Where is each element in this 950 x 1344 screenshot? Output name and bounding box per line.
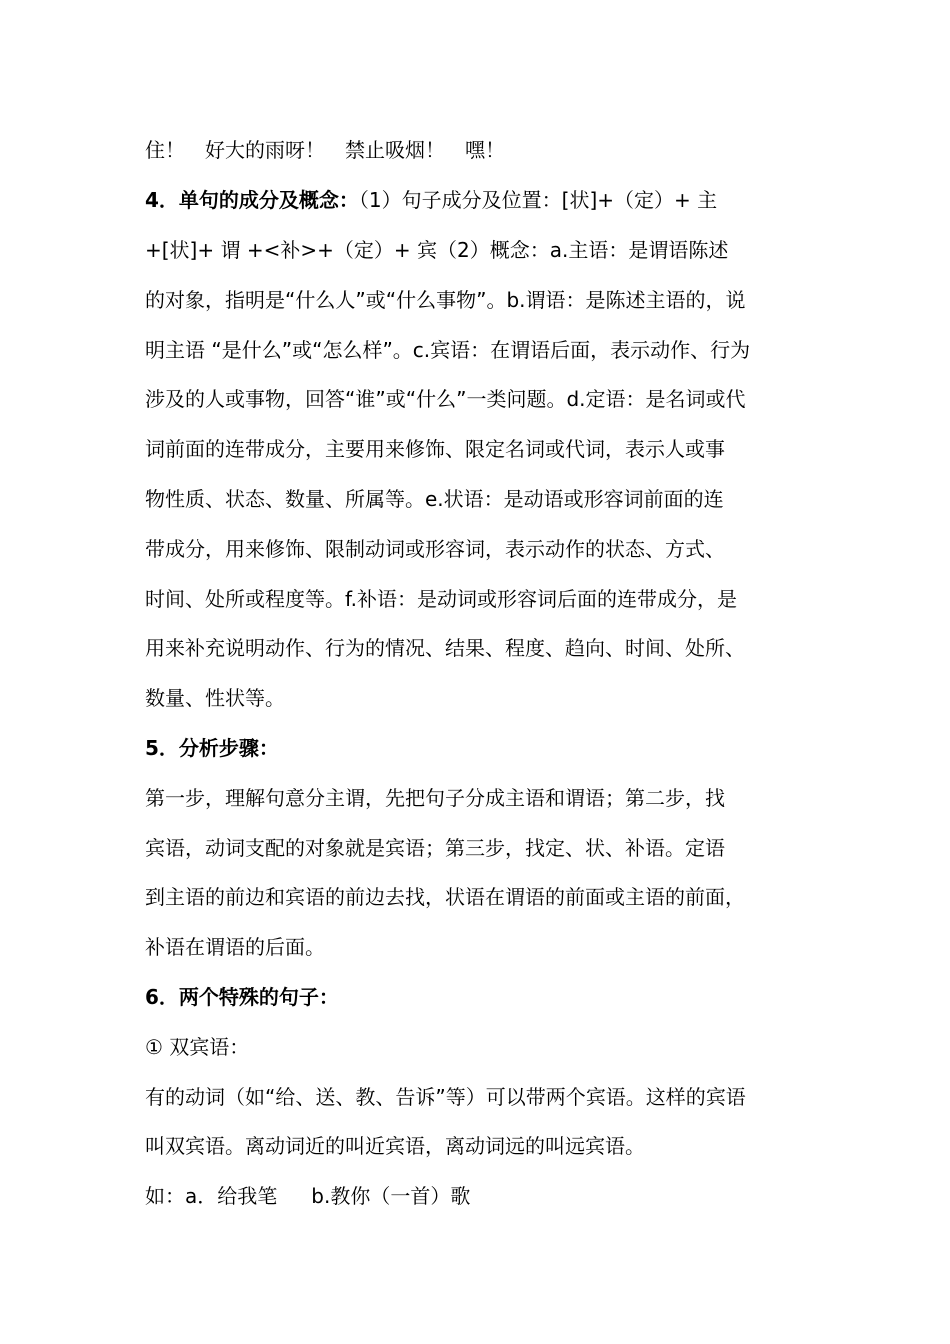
text-line-1	[145, 135, 505, 165]
text-line-18	[145, 982, 339, 1012]
example-a: 如：a．给我笔	[145, 1184, 278, 1208]
paragraph-line: 词前面的连带成分，主要用来修饰、限定名词或代词，表示人或事	[145, 437, 725, 461]
sentence-components-position: （1）句子成分及位置：[状]+（定）+ 主	[358, 188, 718, 212]
text-line-14	[145, 783, 725, 813]
paragraph-line: 带成分，用来修饰、限制动词或形容词，表示动作的状态、方式、	[145, 537, 725, 561]
text-line-22	[145, 1181, 470, 1211]
exclamation-examples: 住！ 好大的雨呀！ 禁止吸烟！ 嘿！	[145, 138, 505, 162]
paragraph-line: 明主语 “是什么”或“怎么样”。c.宾语：在谓语后面，表示动作、行为	[145, 338, 751, 362]
section-heading-6: 6．两个特殊的句子：	[145, 985, 339, 1009]
text-line-17	[145, 932, 325, 962]
text-line-7	[145, 434, 725, 464]
text-line-15	[145, 833, 725, 863]
text-line-2	[145, 185, 717, 215]
text-line-12	[145, 683, 285, 713]
paragraph-line: 物性质、状态、数量、所属等。e.状语：是动语或形容词前面的连	[145, 487, 724, 511]
text-line-3	[145, 235, 728, 265]
paragraph-line: 第一步，理解句意分主谓，先把句子分成主语和谓语；第二步，找	[145, 786, 725, 810]
text-line-13	[145, 733, 279, 763]
paragraph-line: 时间、处所或程度等。f.补语：是动词或形容词后面的连带成分，是	[145, 587, 737, 611]
paragraph-line: 涉及的人或事物，回答“谁”或“什么”一类问题。d.定语：是名词或代	[145, 387, 746, 411]
paragraph-line: 数量、性状等。	[145, 686, 285, 710]
text-line-5	[145, 335, 750, 365]
text-line-19	[145, 1032, 249, 1062]
section-heading-4: 4．单句的成分及概念：	[145, 188, 359, 212]
text-line-11	[145, 633, 745, 663]
paragraph-line: +[状]+ 谓 +<补>+（定）+ 宾（2）概念：a.主语：是谓语陈述	[145, 238, 729, 262]
text-line-9	[145, 534, 725, 564]
subheading-double-object: ① 双宾语：	[145, 1035, 250, 1059]
text-line-8	[145, 484, 724, 514]
paragraph-line: 的对象，指明是“什么人”或“什么事物”。b.谓语：是陈述主语的，说	[145, 288, 746, 312]
text-line-20	[145, 1082, 746, 1112]
paragraph-line: 有的动词（如“给、送、教、告诉”等）可以带两个宾语。这样的宾语	[145, 1085, 746, 1109]
paragraph-line: 补语在谓语的后面。	[145, 935, 325, 959]
paragraph-line: 用来补充说明动作、行为的情况、结果、程度、趋向、时间、处所、	[145, 636, 745, 660]
text-line-10	[145, 584, 737, 614]
paragraph-line: 到主语的前边和宾语的前边去找，状语在谓语的前面或主语的前面，	[145, 885, 745, 909]
example-b: b.教你（一首）歌	[311, 1184, 471, 1208]
text-line-21	[145, 1131, 645, 1161]
text-line-4	[145, 285, 746, 315]
paragraph-line: 宾语，动词支配的对象就是宾语；第三步，找定、状、补语。定语	[145, 836, 725, 860]
text-line-16	[145, 882, 745, 912]
paragraph-line: 叫双宾语。离动词近的叫近宾语，离动词远的叫远宾语。	[145, 1134, 645, 1158]
section-heading-5: 5．分析步骤：	[145, 736, 279, 760]
text-line-6	[145, 384, 746, 414]
